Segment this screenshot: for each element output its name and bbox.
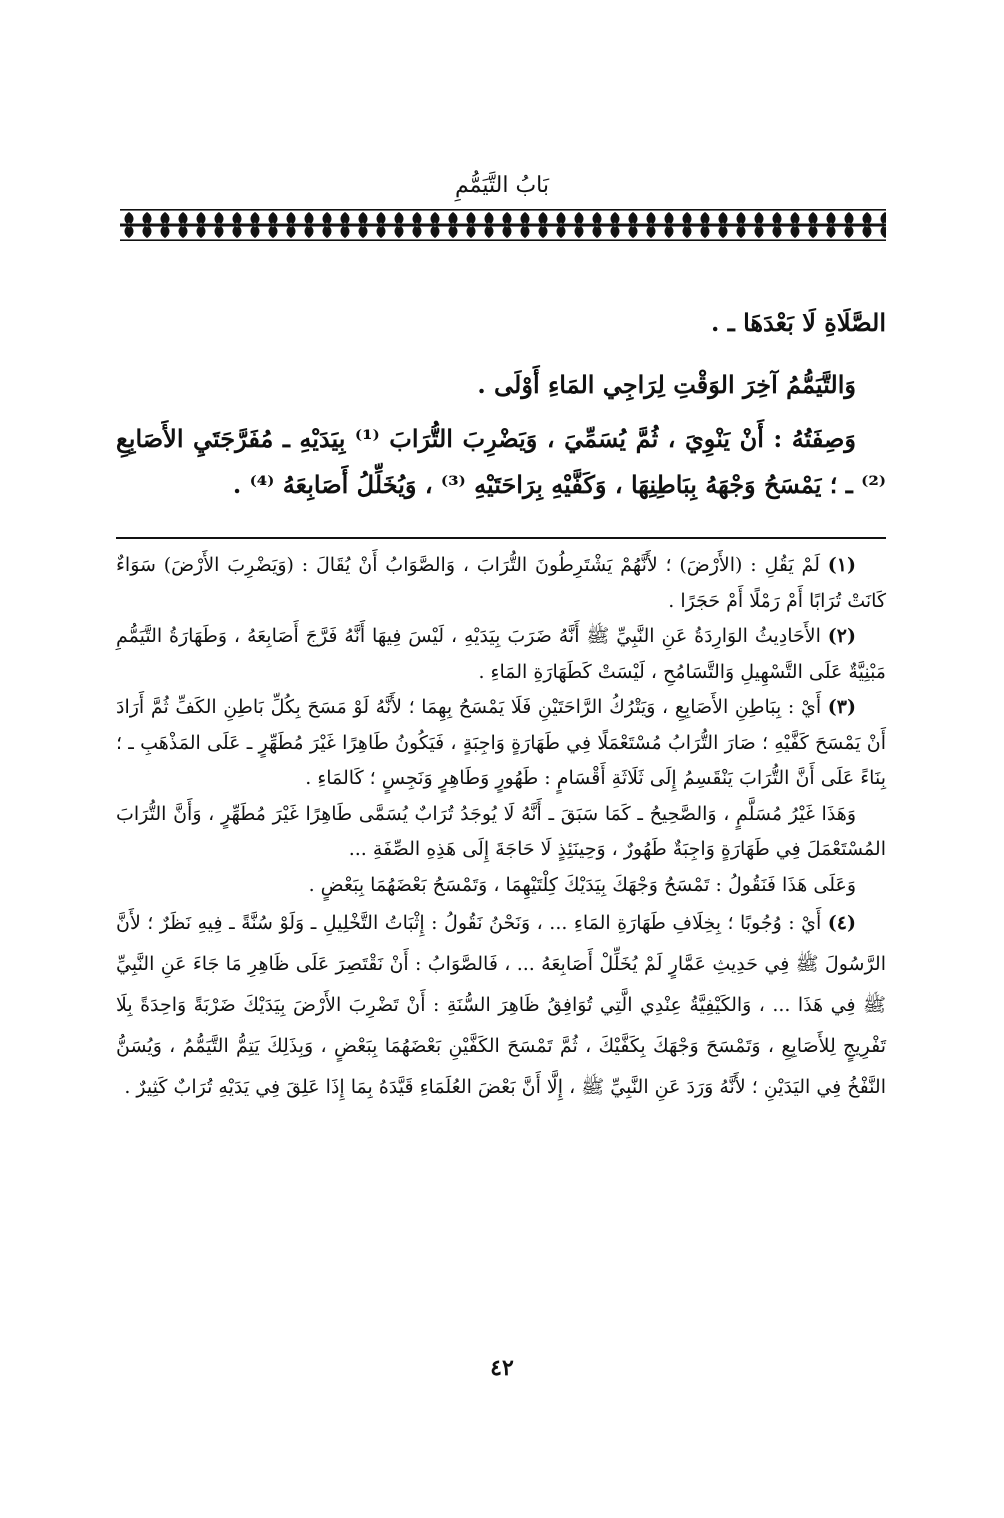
footnote-number: (٢) (827, 625, 856, 647)
footnote-3 (116, 690, 886, 797)
footnote-text: أَيْ : بِبَاطِنِ الأَصَابِعِ ، وَيَتْرُكُ الرَّاحَتَيْنِ فَلَا يَمْسَحُ بِهِمَا ؛ لأَنَّهُ لَوْ مَسَحَ بِكُلِّ بَاطِنِ الكَفِّ ثُمَّ أَرَادَ أَنْ يَمْسَحَ كَفَّيْهِ ؛ صَارَ التُّرَابُ مُسْتَعْمَلًا فِي طَهَارَةٍ وَاجِبَةٍ ، فَيَكُونُ طَاهِرًا غَيْرَ مُطَهِّرٍ ـ عَلَى المَذْهَبِ ـ ؛ بِنَاءً عَلَى أَنَّ التُّرَابَ يَنْقَسِمُ إِلَى ثَلَاثَةِ أَقْسَامٍ : طَهُورٍ وَطَاهِرٍ وَنَجِسٍ ؛ كَالمَاءِ . (116, 696, 886, 789)
footnote-3-continued: وَهَذَا غَيْرُ مُسَلَّمٍ ، وَالصَّحِيحُ ـ كَمَا سَبَقَ ـ أَنَّهُ لَا يُوجَدُ تُرَابٌ يُسَمَّى طَاهِرًا غَيْرَ مُطَهِّرٍ ، وَأَنَّ التُّرَابَ المُسْتَعْمَلَ فِي طَهَارَةٍ وَاجِبَةٌ طَهُورٌ ، وَحِينَئِذٍ لَا حَاجَةَ إِلَى هَذِهِ الصِّفَةِ ... (116, 802, 886, 860)
page-number: ٤٢ (490, 1355, 514, 1381)
footnote-4 (116, 903, 886, 1108)
footnote-3-continued: وَعَلَى هَذَا فَنَقُولُ : تَمْسَحُ وَجْهَكَ بِيَدَيْكَ كِلْتَيْهِمَا ، وَتَمْسَحُ بَعْضَهُمَا بِبَعْضٍ . (308, 873, 856, 896)
chapter-title: بَابُ التَّيَمُّمِ (455, 173, 549, 198)
main-text (116, 292, 886, 508)
footnote-text: أَيْ : وُجُوبًا ؛ بِخِلَافِ طَهَارَةِ المَاءِ ... ، وَنَحْنُ نَقُولُ : إِثْبَاتُ التَّخْلِيلِ ـ وَلَوْ سُنَّةً ـ فِيهِ نَظَرٌ ؛ لأَنَّ الرَّسُولَ ﷺ فِي حَدِيثِ عَمَّارٍ لَمْ يُخَلِّلْ أَصَابِعَهُ ... ، فَالصَّوَابُ : أَنْ نَقْتَصِرَ عَلَى ظَاهِرِ مَا جَاءَ عَنِ النَّبِيِّ ﷺ فِي هَذَا ... ، وَالكَيْفِيَّةُ عِنْدِي الَّتِي تُوَافِقُ ظَاهِرَ السُّنَةِ : أَنْ تَضْرِبَ الأَرْضَ بِيَدَيْكَ ضَرْبَةً وَاحِدَةً بِلَا تَفْرِيجٍ لِلأَصَابِعِ ، وَتَمْسَحَ وَجْهَكَ بِكَفَّيْكَ ، ثُمَّ تَمْسَحَ الكَفَّيْنِ بَعْضَهُمَا بِبَعْضٍ ، وَبِذَلِكَ يَتِمُّ التَّيَمُّمُ ، وَيُسَنُّ النَّفْخُ فِي اليَدَيْنِ ؛ لأَنَّهُ وَرَدَ عَنِ النَّبِيِّ ﷺ ، إِلَّا أَنَّ بَعْضَ العُلَمَاءِ قَيَّدَهُ بِمَا إِذَا عَلِقَ فِي يَدَيْهِ تُرَابٌ كَثِيرٌ . (116, 912, 886, 1098)
footnote-divider (116, 537, 886, 539)
footnote-number: (٣) (827, 696, 856, 718)
main-paragraph: وَالتَّيَمُّمُ آخِرَ الوَقْتِ لِرَاجِي المَاءِ أَوْلَى . (477, 370, 856, 399)
footnote-2 (116, 619, 886, 690)
footnote-text: لَمْ يَقُلِ : (الأَرْضَ) ؛ لأَنَّهُمْ يَشْتَرِطُونَ التُّرَابَ ، وَالصَّوَابُ أَنْ يُقَالَ : (وَيَضْرِبَ الأَرْضَ) سَوَاءٌ كَانَتْ تُرَابًا أَمْ رَمْلًا أَمْ حَجَرًا . (116, 554, 886, 612)
decorative-border-ornament (120, 206, 886, 244)
footnote-1 (116, 548, 886, 619)
main-paragraph: الصَّلَاةِ لَا بَعْدَهَا ـ . (710, 308, 886, 337)
footnote-number: (١) (827, 554, 856, 576)
footnote-number: (٤) (827, 912, 856, 934)
footnotes-section (116, 548, 886, 1108)
footnote-text: الأَحَادِيثُ الوَارِدَةُ عَنِ النَّبِيِّ ﷺ أَنَّهُ ضَرَبَ بِيَدَيْهِ ، لَيْسَ فِيهَا أَنَّهُ فَرَّجَ أَصَابِعَهُ ، وَطَهَارَةُ التَّيَمُّمِ مَبْنِيَّةٌ عَلَى التَّسْهِيلِ وَالتَّسَامُحِ ، لَيْسَتْ كَطَهَارَةِ المَاءِ . (116, 625, 886, 683)
main-paragraph: وَصِفَتُهُ : أَنْ يَنْوِيَ ، ثُمَّ يُسَمِّيَ ، وَيَضْرِبَ التُّرَابَ ⁽¹⁾ بِيَدَيْهِ ـ مُفَرَّجَتَيِ الأَصَابِعِ ⁽²⁾ ـ ؛ يَمْسَحُ وَجْهَهُ بِبَاطِنِهَا ، وَكَفَّيْهِ بِرَاحَتَيْهِ ⁽³⁾ ، وَيُخَلِّلُ أَصَابِعَهُ ⁽⁴⁾ . (116, 424, 886, 499)
